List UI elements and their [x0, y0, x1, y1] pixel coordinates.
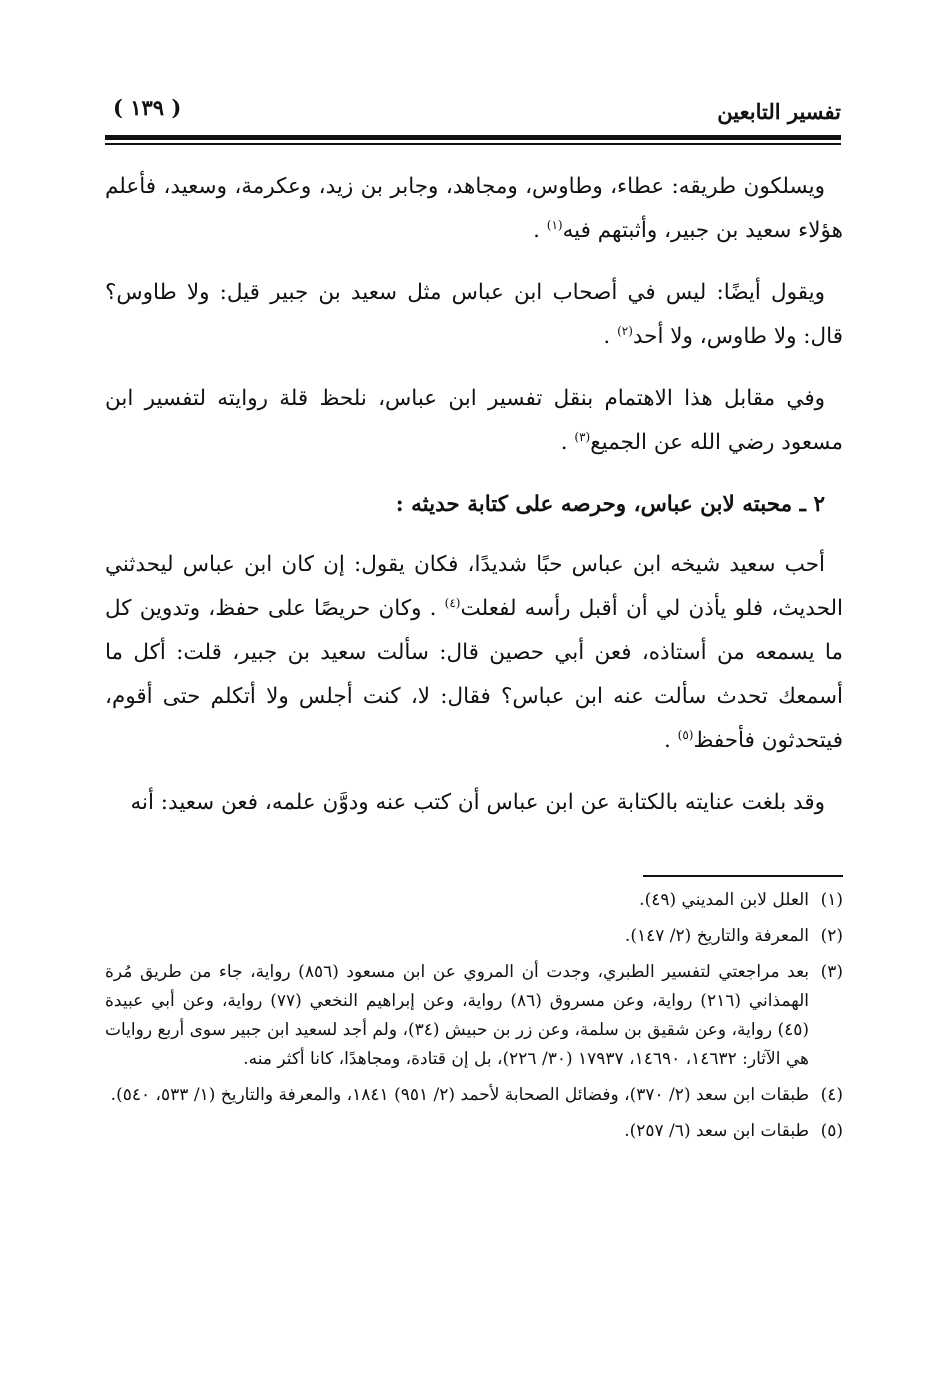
- header-rule-thin: [105, 143, 841, 145]
- paragraph-tail: .: [603, 324, 618, 349]
- paragraph-text: وقد بلغت عنايته بالكتابة عن ابن عباس أن كتب عنه ودوَّن علمه، فعن سعيد: أنه: [130, 790, 825, 815]
- paragraph-text: ويقول أيضًا: ليس في أصحاب ابن عباس مثل سعيد بن جبير قيل: ولا طاوس؟ قال: ولا طاوس، ولا أحد: [105, 280, 843, 349]
- header-rule-thick: [105, 135, 841, 140]
- footnote-number: (٤): [820, 1085, 843, 1105]
- paragraph-text: ويسلكون طريقه: عطاء، وطاوس، ومجاهد، وجابر بن زيد، وعكرمة، وسعيد، فأعلم هؤلاء سعيد بن جبير، وأثبتهم فيه: [105, 174, 843, 243]
- paragraph-text: وفي مقابل هذا الاهتمام بنقل تفسير ابن عباس، نلحظ قلة روايته لتفسير ابن مسعود رضي الله عن الجميع: [105, 386, 843, 455]
- footnote-number: (٢): [820, 926, 843, 946]
- paragraph-tail: .: [533, 218, 547, 243]
- paragraph-text: أحب سعيد شيخه ابن عباس حبًا شديدًا، فكان يقول: إن كان ابن عباس ليحدثني الحديث، فلو يأذن لي أن أقبل رأسه لفعلت: [105, 552, 843, 621]
- footnote-text: المعرفة والتاريخ (٢/ ١٤٧).: [624, 926, 809, 946]
- footnote-number: (٣): [820, 962, 843, 982]
- footnote-2: [105, 922, 843, 951]
- paragraph-2: [105, 271, 843, 359]
- footnote-ref-2: (٢): [617, 323, 633, 338]
- running-title: تفسير التابعين: [717, 99, 841, 124]
- paragraph-1: [105, 165, 843, 253]
- footnote-ref-3: (٣): [574, 429, 591, 444]
- footnote-1: [105, 886, 843, 915]
- running-header: [105, 92, 841, 132]
- footnote-4: [105, 1081, 843, 1110]
- footnote-number: (٥): [820, 1121, 843, 1141]
- footnotes: [105, 886, 843, 1153]
- footnote-ref-1: (١): [546, 217, 563, 232]
- footnote-ref-4: (٤): [444, 595, 461, 610]
- footnote-3: [105, 958, 843, 1074]
- page-number: ( ١٣٩ ): [113, 95, 182, 120]
- footnote-5: [105, 1117, 843, 1146]
- footnote-ref-5: (٥): [677, 727, 694, 742]
- paragraph-5: [105, 781, 843, 825]
- paragraph-4: [105, 543, 843, 763]
- footnote-text: طبقات ابن سعد (٢/ ٣٧٠)، وفضائل الصحابة لأحمد (٢/ ٩٥١) ١٨٤١، والمعرفة والتاريخ (١/ ٥٣٣، ٥٤٠).: [110, 1085, 809, 1105]
- main-text: [105, 165, 843, 843]
- paragraph-text: . وكان حريصًا على حفظ، وتدوين كل ما يسمعه من أستاذه، فعن أبي حصين قال: سألت سعيد بن جبير، قلت: أكل ما أسمعك تحدث سألت عنه ابن عباس؟ فقال: لا، كنت أجلس ولا أتكلم حتى أقوم، فيتحدثون فأحفظ: [105, 596, 843, 753]
- footnote-number: (١): [820, 890, 843, 910]
- footnote-separator: [643, 875, 843, 877]
- footnote-text: طبقات ابن سعد (٦/ ٢٥٧).: [624, 1121, 809, 1141]
- section-heading: ٢ ـ محبته لابن عباس، وحرصه على كتابة حديثه :: [395, 492, 825, 517]
- paragraph-3: [105, 377, 843, 465]
- footnote-text: العلل لابن المديني (٤٩).: [639, 890, 809, 910]
- paragraph-tail: .: [663, 728, 678, 753]
- paragraph-tail: .: [560, 430, 575, 455]
- footnote-text: بعد مراجعتي لتفسير الطبري، وجدت أن المروي عن ابن مسعود (٨٥٦) رواية، جاء من طريق مُرة الهمذاني (٢١٦) رواية، وعن مسروق (٨٦) رواية، وعن إبراهيم النخعي (٧٧) رواية، وعن أبي عبيدة (٤٥) رواية، وعن شقيق بن سلمة، وعن زر بن حبيش (٣٤)، ولم أجد لسعيد ابن جبير سوى أربع روايات هي الآثار: ١٤٦٣٢، ١٤٦٩٠، ١٧٩٣٧ (٣٠/ ٢٢٦)، بل إن قتادة، ومجاهدًا، كانا أكثر منه.: [105, 962, 810, 1069]
